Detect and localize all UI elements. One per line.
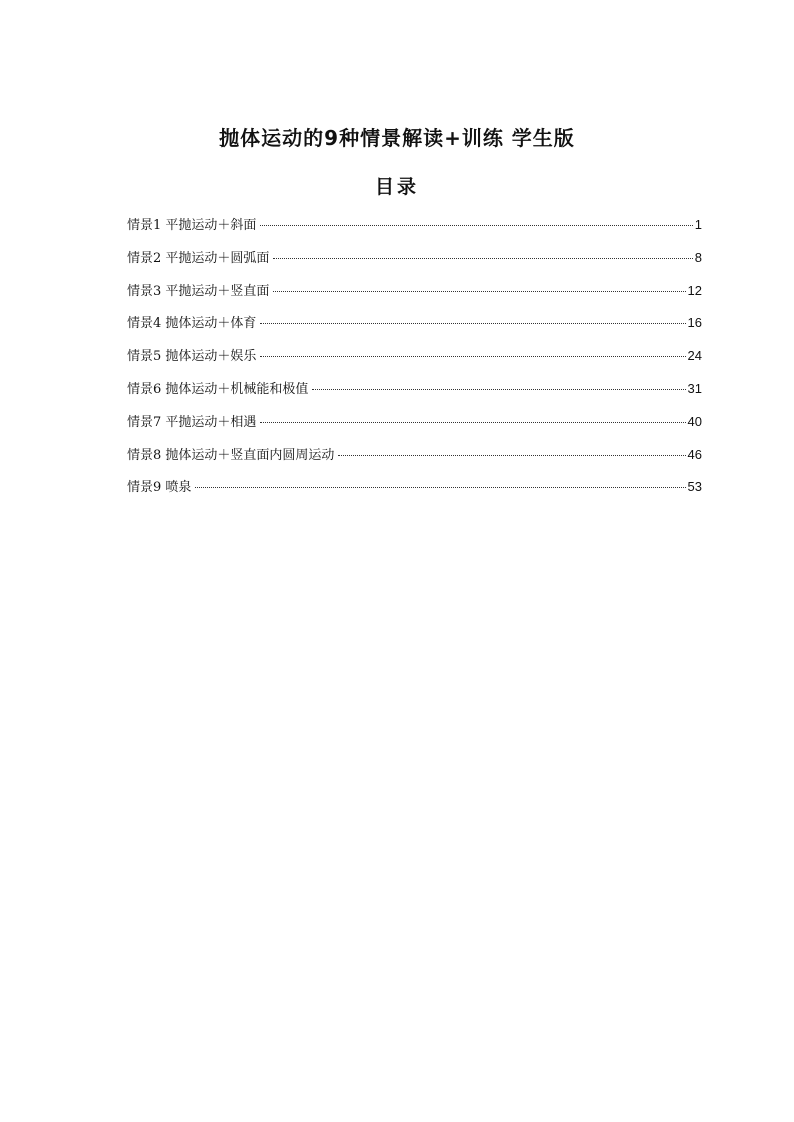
toc-entry-4[interactable]: [127, 312, 702, 345]
toc-entry-label: 情景5 抛体运动＋娱乐: [127, 349, 257, 365]
toc-entry-label: 情景9 喷泉: [127, 480, 192, 496]
toc-entry-label: 情景2 平抛运动＋圆弧面: [127, 250, 270, 266]
toc-entry-label: 情景8 抛体运动＋竖直面内圆周运动: [127, 447, 335, 463]
toc-entry-6[interactable]: [127, 378, 702, 411]
toc-leader-dots: [260, 422, 685, 423]
toc-entry-page: 1: [694, 217, 702, 232]
toc-leader-dots: [338, 455, 685, 456]
toc-leader-dots: [260, 225, 692, 226]
toc-entry-page: 8: [694, 249, 702, 265]
toc-entry-page: 16: [687, 315, 702, 331]
toc-entry-1[interactable]: [127, 214, 702, 247]
toc-entry-label: 情景7 平抛运动＋相遇: [127, 414, 257, 430]
toc-entry-7[interactable]: [127, 411, 702, 444]
toc-leader-dots: [312, 389, 685, 390]
toc-entry-label: 情景3 平抛运动＋竖直面: [127, 283, 270, 299]
toc-entry-page: 53: [687, 479, 702, 495]
toc-entry-label: 情景6 抛体运动＋机械能和极值: [127, 381, 309, 397]
toc-leader-dots: [260, 356, 685, 357]
toc-entry-page: 40: [687, 413, 702, 429]
table-of-contents: [127, 214, 702, 509]
toc-leader-dots: [273, 291, 685, 292]
toc-leader-dots: [273, 258, 692, 259]
document-title: 抛体运动的9种情景解读+训练 学生版: [219, 126, 575, 150]
toc-entry-9[interactable]: [127, 476, 702, 509]
toc-leader-dots: [260, 323, 685, 324]
toc-leader-dots: [195, 487, 685, 488]
toc-heading: 目录: [374, 176, 419, 198]
toc-entry-5[interactable]: [127, 345, 702, 378]
toc-entry-8[interactable]: [127, 444, 702, 477]
toc-entry-page: 24: [687, 348, 702, 364]
toc-entry-page: 31: [687, 380, 702, 396]
toc-entry-3[interactable]: [127, 280, 702, 313]
toc-entry-label: 情景4 抛体运动＋体育: [127, 316, 257, 332]
toc-entry-page: 46: [687, 446, 702, 462]
toc-entry-page: 12: [687, 282, 702, 298]
toc-entry-label: 情景1 平抛运动＋斜面: [127, 218, 257, 233]
toc-entry-2[interactable]: [127, 247, 702, 280]
